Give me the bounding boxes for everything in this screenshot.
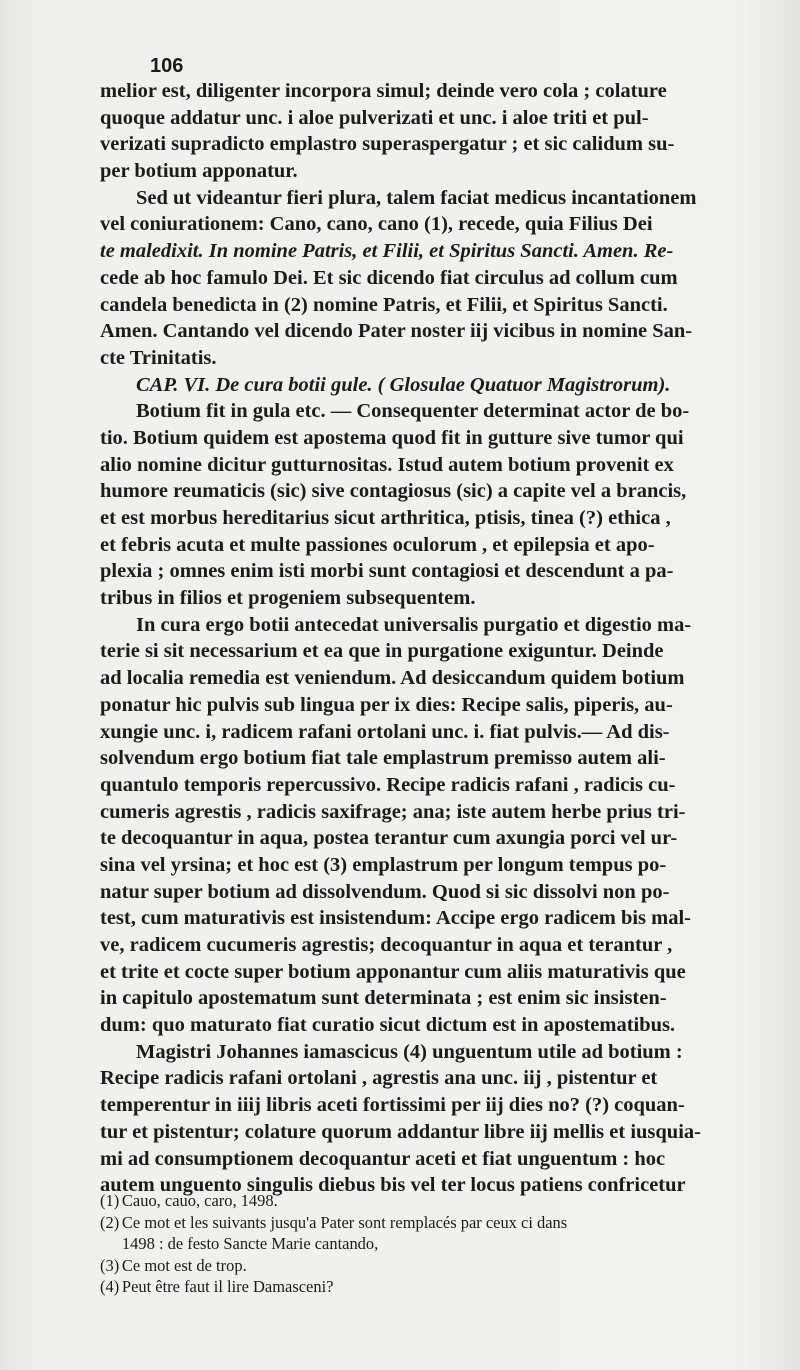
text-line: terie si sit necessarium et ea que in purgatione exiguntur. Deinde (100, 640, 664, 663)
footnote-text: 1498 : de festo Sancte Marie cantando, (121, 1234, 379, 1253)
text-line: Magistri Johannes iamascicus (4) unguentum utile ad botium : (136, 1040, 683, 1063)
text-line: dum: quo maturato fiat curatio sicut dictum est in apostematibus. (100, 1014, 676, 1037)
text-line: xungie unc. i, radicem rafani ortolani unc. i. fiat pulvis.— Ad dis- (100, 720, 670, 743)
text-line: te decoquantur in aqua, postea terantur cum axungia porci vel ur- (100, 827, 678, 850)
footnote (100, 1255, 788, 1277)
text-line: Botium fit in gula etc. — Consequenter determinat actor de bo- (136, 400, 690, 423)
text-line: In cura ergo botii antecedat universalis purgatio et digestio ma- (136, 613, 692, 636)
text-line: et trite et cocte super botium apponantur cum aliis maturativis que (100, 960, 686, 983)
footnote (100, 1212, 788, 1234)
text-line: in capitulo apostematum sunt determinata ; est enim sic insisten- (100, 987, 667, 1010)
footnote (100, 1190, 788, 1212)
footnote-text: Cauo, cauo, caro, 1498. (121, 1191, 278, 1210)
text-line: ad localia remedia est veniendum. Ad desiccandum quidem botium (100, 667, 685, 690)
text-line: plexia ; omnes enim isti morbi sunt contagiosi et descendunt a pa- (100, 560, 674, 583)
footnote-text: Peut être faut il lire Damasceni? (121, 1277, 334, 1296)
text-line: cede ab hoc famulo Dei. Et sic dicendo fiat circulus ad collum cum (100, 266, 678, 289)
footnote-number: (4) (100, 1277, 120, 1296)
text-line: tio. Botium quidem est apostema quod fit in gutture sive tumor qui (100, 426, 684, 449)
text-line: Sed ut videantur fieri plura, talem faciat medicus incantationem (136, 186, 697, 209)
text-line: quoque addatur unc. i aloe pulverizati et unc. i aloe triti et pul- (100, 106, 649, 129)
main-text (100, 78, 790, 1199)
text-line: sina vel yrsina; et hoc est (3) emplastrum per longum tempus po- (100, 853, 667, 876)
text-line: test, cum maturativis est insistendum: Accipe ergo radicem bis mal- (100, 907, 691, 930)
text-line: verizati supradicto emplastro superaspergatur ; et sic calidum su- (100, 133, 675, 156)
footnote-text: Ce mot et les suivants jusqu'a Pater sont remplacés par ceux ci dans (121, 1212, 568, 1232)
text-line: quantulo temporis repercussivo. Recipe radicis rafani , radicis cu- (100, 773, 676, 796)
text-line: candela benedicta in (2) nomine Patris, et Filii, et Spiritus Sancti. (100, 293, 668, 316)
text-line: tribus in filios et progeniem subsequentem. (100, 587, 476, 610)
text-line: cte Trinitatis. (100, 346, 217, 369)
footnote-number: (2) (100, 1212, 120, 1232)
footnotes (100, 1190, 790, 1298)
footnote-text: Ce mot est de trop. (121, 1255, 247, 1275)
text-line: te maledixit. In nomine Patris, et Filii, et Spiritus Sancti. Amen. Re- (100, 240, 674, 263)
text-line: vel coniurationem: Cano, cano, cano (1), recede, quia Filius Dei (100, 213, 653, 236)
text-line: humore reumaticis (sic) sive contagiosus (sic) a capite vel a brancis, (100, 480, 687, 503)
text-line: temperentur in iiij libris aceti fortissimi per iij dies no? (?) coquan- (100, 1094, 685, 1117)
text-line: tur et pistentur; colature quorum addantur libre iij mellis et iusquia- (100, 1120, 701, 1143)
text-line: et est morbus hereditarius sicut arthritica, ptisis, tinea (?) ethica , (100, 507, 671, 529)
text-line: ve, radicem cucumeris agrestis; decoquantur in aqua et terantur , (100, 934, 673, 956)
text-line: cumeris agrestis , radicis saxifrage; ana; iste autem herbe prius tri- (100, 800, 686, 823)
text-line: CAP. VI. De cura botii gule. ( Glosulae Quatuor Magistrorum). (136, 373, 671, 396)
text-line: per botium apponatur. (100, 160, 298, 183)
text-line: et febris acuta et multe passiones oculorum , et epilepsia et apo- (100, 533, 655, 556)
text-line: natur super botium ad dissolvendum. Quod si sic dissolvi non po- (100, 880, 670, 903)
text-line: ponatur hic pulvis sub lingua per ix dies: Recipe salis, piperis, au- (100, 693, 673, 716)
text-line: melior est, diligenter incorpora simul; deinde vero cola ; colature (100, 80, 667, 102)
text-line: Recipe radicis rafani ortolani , agrestis ana unc. iij , pistentur et (100, 1067, 658, 1090)
text-line: Amen. Cantando vel dicendo Pater noster iij vicibus in nomine San- (100, 320, 693, 343)
text-line: solvendum ergo botium fiat tale emplastrum premisso autem ali- (100, 747, 666, 770)
footnote (100, 1233, 788, 1255)
text-line: mi ad consumptionem decoquantur aceti et fiat unguentum : hoc (100, 1147, 666, 1170)
footnote-number: (3) (100, 1255, 120, 1275)
text-line: alio nomine dicitur gutturnositas. Istud autem botium provenit ex (100, 453, 674, 476)
footnote-number: (1) (100, 1191, 120, 1210)
page-number: 106 (150, 55, 184, 77)
text-line: autem unguento singulis diebus bis vel ter locus patiens confricetur (100, 1174, 686, 1197)
footnote (100, 1276, 788, 1298)
